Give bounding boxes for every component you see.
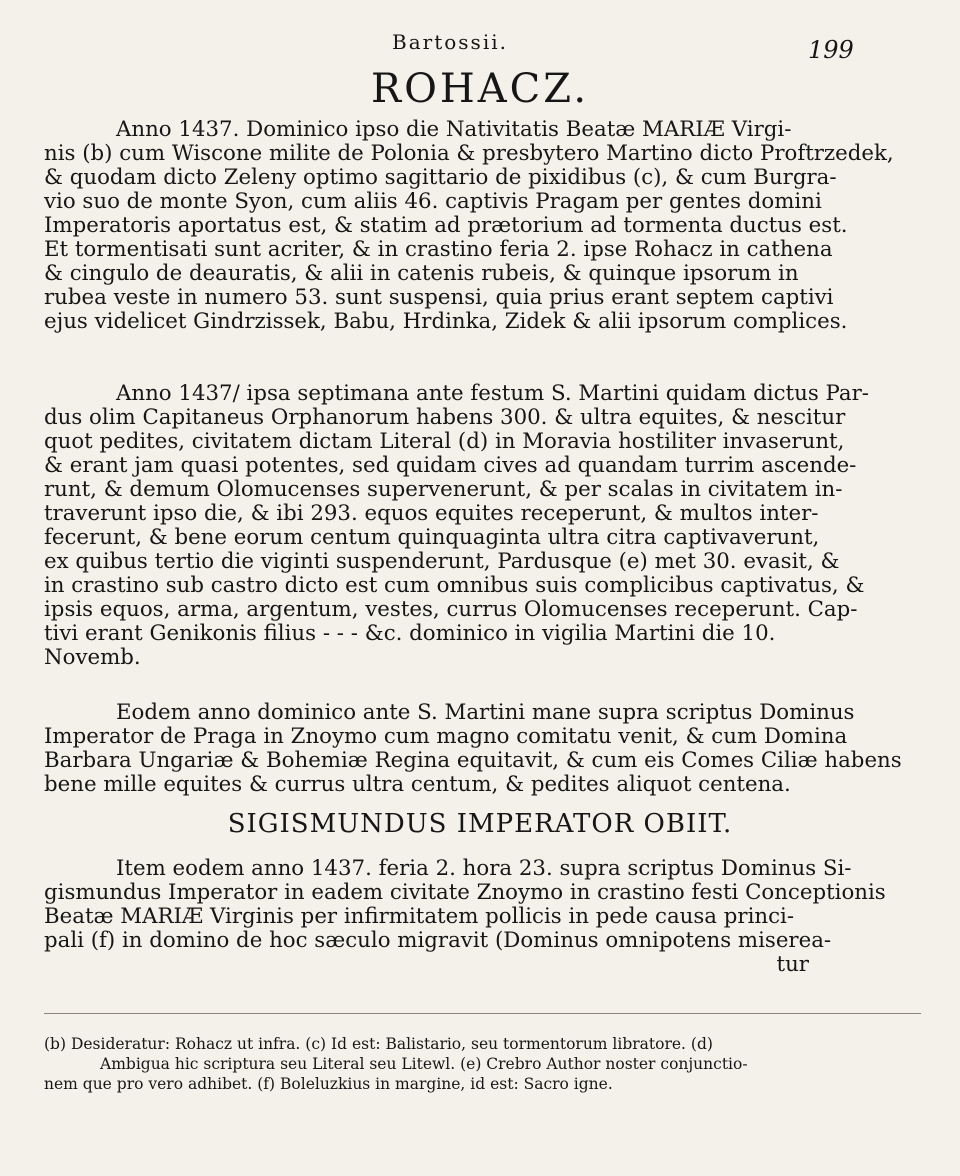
running-head (0, 30, 960, 64)
text-line: ipsis equos, arma, argentum, vestes, currus Olomucenses receperunt. Cap- (44, 597, 858, 622)
text-line: tivi erant Genikonis filius - - - &c. dominico in vigilia Martini die 10. (44, 621, 776, 646)
text-line: in crastino sub castro dicto est cum omnibus suis complicibus captivatus, & (44, 573, 865, 598)
text-line: bene mille equites & currus ultra centum, & pedites aliquot centena. (44, 772, 791, 797)
text-line: & quodam dicto Zeleny optimo sagittario de pixidibus (c), & cum Burgra- (44, 165, 837, 190)
text-line: Eodem anno dominico ante S. Martini mane supra scriptus Dominus (116, 700, 855, 725)
footnote-divider (44, 1013, 921, 1014)
text-line: Novemb. (44, 645, 141, 670)
text-line: nis (b) cum Wiscone milite de Polonia & presbytero Martino dicto Proftrzedek, (44, 141, 894, 166)
text-line: fecerunt, & bene eorum centum quinquaginta ultra citra captivaverunt, (44, 525, 820, 550)
text-line: traverunt ipso die, & ibi 293. equos equites receperunt, & multos inter- (44, 501, 819, 526)
text-line: Imperator de Praga in Znoymo cum magno comitatu venit, & cum Domina (44, 724, 848, 749)
footnote-line: (b) Desideratur: Rohacz ut infra. (c) Id est: Balistario, seu tormentorum libratore. (d) (44, 1035, 713, 1053)
text-line: runt, & demum Olomucenses supervenerunt, & per scalas in civitatem in- (44, 477, 843, 502)
text-line: quot pedites, civitatem dictam Literal (d) in Moravia hostiliter invaserunt, (44, 429, 845, 454)
text-line: & cingulo de deauratis, & alii in catenis rubeis, & quinque ipsorum in (44, 261, 799, 286)
text-line: Beatæ MARIÆ Virginis per infirmitatem pollicis in pede causa princi- (44, 904, 795, 929)
text-line: Item eodem anno 1437. feria 2. hora 23. supra scriptus Dominus Si- (116, 856, 852, 881)
paragraph-1 (44, 118, 921, 334)
paragraph-2 (44, 382, 921, 670)
paragraph-3 (44, 701, 921, 797)
paragraph-4 (44, 857, 921, 977)
footnote-line: Ambigua hic scriptura seu Literal seu Litewl. (e) Crebro Author noster conjunctio- (100, 1055, 748, 1073)
text-line: & erant jam quasi potentes, sed quidam cives ad quandam turrim ascende- (44, 453, 857, 478)
text-line: vio suo de monte Syon, cum aliis 46. captivis Pragam per gentes domini (44, 189, 822, 214)
text-line: Anno 1437. Dominico ipso die Nativitatis Beatæ MARIÆ Virgi- (116, 117, 792, 142)
text-line: dus olim Capitaneus Orphanorum habens 300. & ultra equites, & nescitur (44, 405, 846, 430)
text-line: Imperatoris aportatus est, & statim ad prætorium ad tormenta ductus est. (44, 213, 848, 238)
section-heading: SIGISMUNDUS IMPERATOR OBIIT. (227, 809, 733, 839)
text-line: gismundus Imperator in eadem civitate Znoymo in crastino festi Conceptionis (44, 880, 886, 905)
text-line: rubea veste in numero 53. sunt suspensi, quia prius erant septem captivi (44, 285, 834, 310)
text-line: tur (776, 952, 809, 977)
text-line: ejus videlicet Gindrzissek, Babu, Hrdinka, Zidek & alii ipsorum complices. (44, 309, 848, 334)
text-line: Et tormentisati sunt acriter, & in crastino feria 2. ipse Rohacz in cathena (44, 237, 833, 262)
footnote-line: nem que pro vero adhibet. (f) Boleluzkius in margine, id est: Sacro igne. (44, 1075, 613, 1093)
text-line: Anno 1437/ ipsa septimana ante festum S. Martini quidam dictus Par- (116, 381, 869, 406)
chapter-heading: ROHACZ. (370, 66, 590, 112)
text-line: pali (f) in domino de hoc sæculo migravit (Dominus omnipotens miserea- (44, 928, 832, 953)
text-line: Barbara Ungariæ & Bohemiæ Regina equitavit, & cum eis Comes Ciliæ habens (44, 748, 902, 773)
running-title: Bartossii. (392, 30, 508, 54)
footnotes (44, 1034, 921, 1094)
page-number: 199 (808, 36, 854, 64)
text-line: ex quibus tertio die viginti suspenderunt, Pardusque (e) met 30. evasit, & (44, 549, 840, 574)
